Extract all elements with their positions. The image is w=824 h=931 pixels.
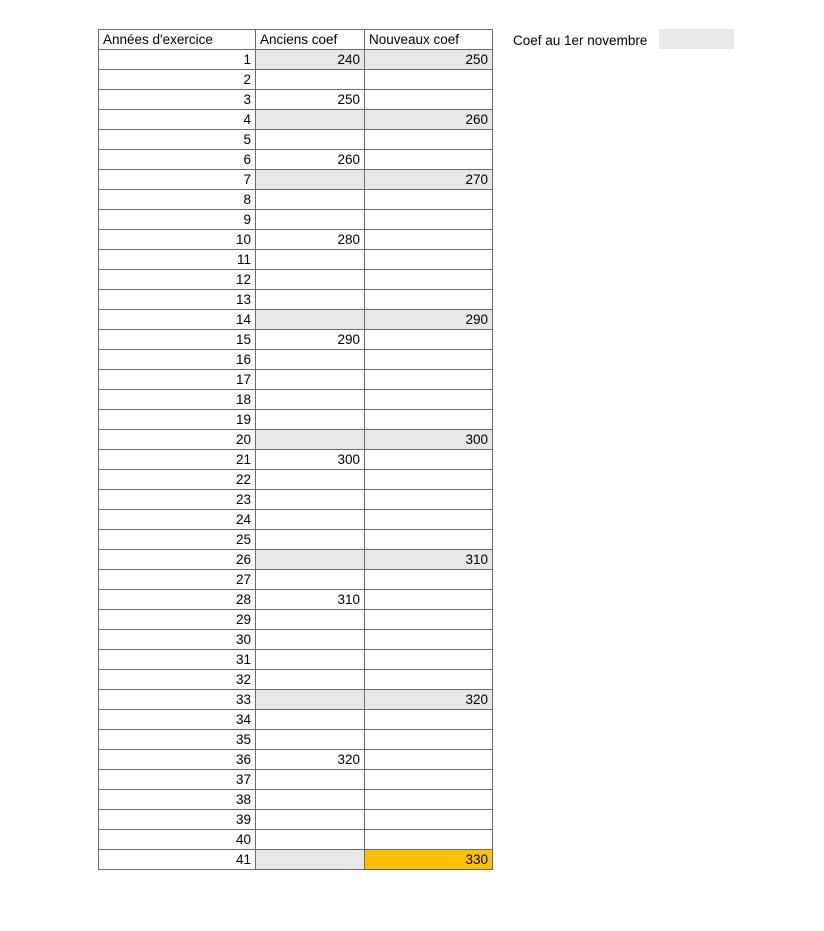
- nouveau-coef-cell[interactable]: [365, 790, 493, 810]
- ancien-coef-cell[interactable]: [256, 770, 365, 790]
- annee-cell[interactable]: 24: [99, 510, 256, 530]
- ancien-coef-cell[interactable]: [256, 310, 365, 330]
- nouveau-coef-cell[interactable]: [365, 670, 493, 690]
- ancien-coef-cell[interactable]: [256, 550, 365, 570]
- nouveau-coef-cell[interactable]: [365, 830, 493, 850]
- annee-cell[interactable]: 11: [99, 250, 256, 270]
- ancien-coef-cell[interactable]: [256, 530, 365, 550]
- table-row: [99, 610, 493, 630]
- nouveau-coef-cell[interactable]: [365, 810, 493, 830]
- nouveau-coef-cell[interactable]: 310: [365, 550, 493, 570]
- nouveau-coef-cell[interactable]: [365, 590, 493, 610]
- table-row: [99, 510, 493, 530]
- ancien-coef-cell[interactable]: 240: [256, 50, 365, 70]
- annee-cell[interactable]: 19: [99, 410, 256, 430]
- ancien-coef-cell[interactable]: [256, 250, 365, 270]
- nouveau-coef-cell[interactable]: 250: [365, 50, 493, 70]
- table-row: [99, 190, 493, 210]
- ancien-coef-cell[interactable]: [256, 830, 365, 850]
- annee-cell[interactable]: 22: [99, 470, 256, 490]
- table-row: [99, 90, 493, 110]
- coef-1er-novembre-cell[interactable]: [659, 29, 734, 49]
- ancien-coef-cell[interactable]: [256, 70, 365, 90]
- annee-cell[interactable]: 1: [99, 50, 256, 70]
- nouveau-coef-cell[interactable]: [365, 470, 493, 490]
- table-row: [99, 550, 493, 570]
- ancien-coef-cell[interactable]: [256, 710, 365, 730]
- annee-cell[interactable]: 14: [99, 310, 256, 330]
- annee-cell[interactable]: 18: [99, 390, 256, 410]
- ancien-coef-cell[interactable]: 290: [256, 330, 365, 350]
- annee-cell[interactable]: 21: [99, 450, 256, 470]
- nouveau-coef-cell[interactable]: [365, 270, 493, 290]
- ancien-coef-cell[interactable]: 250: [256, 90, 365, 110]
- nouveau-coef-cell[interactable]: [365, 410, 493, 430]
- nouveau-coef-cell[interactable]: [365, 190, 493, 210]
- annee-cell[interactable]: 30: [99, 630, 256, 650]
- ancien-coef-cell[interactable]: [256, 570, 365, 590]
- ancien-coef-cell[interactable]: [256, 670, 365, 690]
- nouveau-coef-cell[interactable]: [365, 710, 493, 730]
- table-row: [99, 310, 493, 330]
- table-row: [99, 850, 493, 870]
- ancien-coef-cell[interactable]: [256, 690, 365, 710]
- ancien-coef-cell[interactable]: [256, 510, 365, 530]
- nouveau-coef-cell[interactable]: [365, 610, 493, 630]
- table-row: [99, 650, 493, 670]
- ancien-coef-cell[interactable]: [256, 210, 365, 230]
- table-row: [99, 170, 493, 190]
- nouveau-coef-cell[interactable]: [365, 650, 493, 670]
- annee-cell[interactable]: 25: [99, 530, 256, 550]
- annee-cell[interactable]: 3: [99, 90, 256, 110]
- nouveau-coef-cell[interactable]: 270: [365, 170, 493, 190]
- table-row: [99, 350, 493, 370]
- nouveau-coef-cell[interactable]: [365, 230, 493, 250]
- table-row: [99, 830, 493, 850]
- annee-cell[interactable]: 39: [99, 810, 256, 830]
- header-row: [99, 30, 493, 50]
- table-row: [99, 430, 493, 450]
- table-row: [99, 270, 493, 290]
- table-row: [99, 730, 493, 750]
- coef-1er-novembre-label[interactable]: Coef au 1er novembre: [513, 33, 648, 48]
- nouveau-coef-cell[interactable]: [365, 570, 493, 590]
- table-row: [99, 410, 493, 430]
- table-row: [99, 770, 493, 790]
- annee-cell[interactable]: 41: [99, 850, 256, 870]
- table-row: [99, 630, 493, 650]
- table-row: [99, 230, 493, 250]
- ancien-coef-cell[interactable]: [256, 630, 365, 650]
- table-row: [99, 330, 493, 350]
- nouveau-coef-cell[interactable]: [365, 450, 493, 470]
- ancien-coef-cell[interactable]: [256, 130, 365, 150]
- table-row: [99, 150, 493, 170]
- nouveau-coef-cell[interactable]: [365, 350, 493, 370]
- annee-cell[interactable]: 29: [99, 610, 256, 630]
- nouveau-coef-cell[interactable]: 320: [365, 690, 493, 710]
- ancien-coef-cell[interactable]: [256, 350, 365, 370]
- table-row: [99, 290, 493, 310]
- annee-cell[interactable]: 6: [99, 150, 256, 170]
- table-row: [99, 750, 493, 770]
- ancien-coef-cell[interactable]: [256, 430, 365, 450]
- nouveau-coef-cell[interactable]: 330: [365, 850, 493, 870]
- ancien-coef-cell[interactable]: [256, 810, 365, 830]
- nouveau-coef-cell[interactable]: [365, 630, 493, 650]
- table-row: [99, 250, 493, 270]
- annee-cell[interactable]: 7: [99, 170, 256, 190]
- nouveau-coef-cell[interactable]: [365, 730, 493, 750]
- table-row: [99, 390, 493, 410]
- header-nouveaux-coef[interactable]: Nouveaux coef: [365, 30, 493, 50]
- nouveau-coef-cell[interactable]: [365, 330, 493, 350]
- annee-cell[interactable]: 20: [99, 430, 256, 450]
- annee-cell[interactable]: 17: [99, 370, 256, 390]
- nouveau-coef-cell[interactable]: [365, 510, 493, 530]
- nouveau-coef-cell[interactable]: [365, 90, 493, 110]
- ancien-coef-cell[interactable]: 300: [256, 450, 365, 470]
- ancien-coef-cell[interactable]: [256, 110, 365, 130]
- nouveau-coef-cell[interactable]: [365, 490, 493, 510]
- annee-cell[interactable]: 13: [99, 290, 256, 310]
- table-row: [99, 710, 493, 730]
- annee-cell[interactable]: 40: [99, 830, 256, 850]
- ancien-coef-cell[interactable]: 320: [256, 750, 365, 770]
- ancien-coef-cell[interactable]: [256, 170, 365, 190]
- ancien-coef-cell[interactable]: 260: [256, 150, 365, 170]
- ancien-coef-cell[interactable]: [256, 390, 365, 410]
- nouveau-coef-cell[interactable]: [365, 210, 493, 230]
- nouveau-coef-cell[interactable]: [365, 70, 493, 90]
- ancien-coef-cell[interactable]: [256, 470, 365, 490]
- table-row: [99, 690, 493, 710]
- annee-cell[interactable]: 10: [99, 230, 256, 250]
- ancien-coef-cell[interactable]: [256, 790, 365, 810]
- annee-cell[interactable]: 28: [99, 590, 256, 610]
- table-row: [99, 570, 493, 590]
- table-row: [99, 810, 493, 830]
- annee-cell[interactable]: 8: [99, 190, 256, 210]
- table-row: [99, 110, 493, 130]
- annee-cell[interactable]: 38: [99, 790, 256, 810]
- annee-cell[interactable]: 33: [99, 690, 256, 710]
- ancien-coef-cell[interactable]: [256, 490, 365, 510]
- table-row: [99, 130, 493, 150]
- table-row: [99, 450, 493, 470]
- coefficient-table: [98, 29, 493, 870]
- annee-cell[interactable]: 12: [99, 270, 256, 290]
- annee-cell[interactable]: 36: [99, 750, 256, 770]
- annee-cell[interactable]: 27: [99, 570, 256, 590]
- ancien-coef-cell[interactable]: [256, 370, 365, 390]
- ancien-coef-cell[interactable]: [256, 610, 365, 630]
- table-row: [99, 70, 493, 90]
- nouveau-coef-cell[interactable]: [365, 770, 493, 790]
- table-row: [99, 50, 493, 70]
- ancien-coef-cell[interactable]: 310: [256, 590, 365, 610]
- nouveau-coef-cell[interactable]: [365, 750, 493, 770]
- nouveau-coef-cell[interactable]: [365, 150, 493, 170]
- ancien-coef-cell[interactable]: [256, 270, 365, 290]
- table-row: [99, 210, 493, 230]
- nouveau-coef-cell[interactable]: [365, 530, 493, 550]
- annee-cell[interactable]: 31: [99, 650, 256, 670]
- annee-cell[interactable]: 16: [99, 350, 256, 370]
- nouveau-coef-cell[interactable]: 290: [365, 310, 493, 330]
- table-body: [99, 30, 493, 870]
- annee-cell[interactable]: 32: [99, 670, 256, 690]
- header-anciens-coef[interactable]: Anciens coef: [256, 30, 365, 50]
- annee-cell[interactable]: 2: [99, 70, 256, 90]
- annee-cell[interactable]: 37: [99, 770, 256, 790]
- table-row: [99, 670, 493, 690]
- ancien-coef-cell[interactable]: [256, 650, 365, 670]
- table-row: [99, 490, 493, 510]
- table-row: [99, 790, 493, 810]
- ancien-coef-cell[interactable]: [256, 290, 365, 310]
- annee-cell[interactable]: 4: [99, 110, 256, 130]
- annee-cell[interactable]: 23: [99, 490, 256, 510]
- ancien-coef-cell[interactable]: 280: [256, 230, 365, 250]
- table-row: [99, 530, 493, 550]
- header-annees-exercice[interactable]: Années d'exercice: [99, 30, 256, 50]
- annee-cell[interactable]: 26: [99, 550, 256, 570]
- annee-cell[interactable]: 34: [99, 710, 256, 730]
- annee-cell[interactable]: 35: [99, 730, 256, 750]
- table-row: [99, 370, 493, 390]
- nouveau-coef-cell[interactable]: [365, 290, 493, 310]
- nouveau-coef-cell[interactable]: 300: [365, 430, 493, 450]
- ancien-coef-cell[interactable]: [256, 410, 365, 430]
- annee-cell[interactable]: 5: [99, 130, 256, 150]
- annee-cell[interactable]: 15: [99, 330, 256, 350]
- nouveau-coef-cell[interactable]: [365, 130, 493, 150]
- nouveau-coef-cell[interactable]: [365, 390, 493, 410]
- nouveau-coef-cell[interactable]: [365, 250, 493, 270]
- table-row: [99, 590, 493, 610]
- nouveau-coef-cell[interactable]: [365, 370, 493, 390]
- ancien-coef-cell[interactable]: [256, 730, 365, 750]
- ancien-coef-cell[interactable]: [256, 850, 365, 870]
- nouveau-coef-cell[interactable]: 260: [365, 110, 493, 130]
- table-row: [99, 470, 493, 490]
- ancien-coef-cell[interactable]: [256, 190, 365, 210]
- annee-cell[interactable]: 9: [99, 210, 256, 230]
